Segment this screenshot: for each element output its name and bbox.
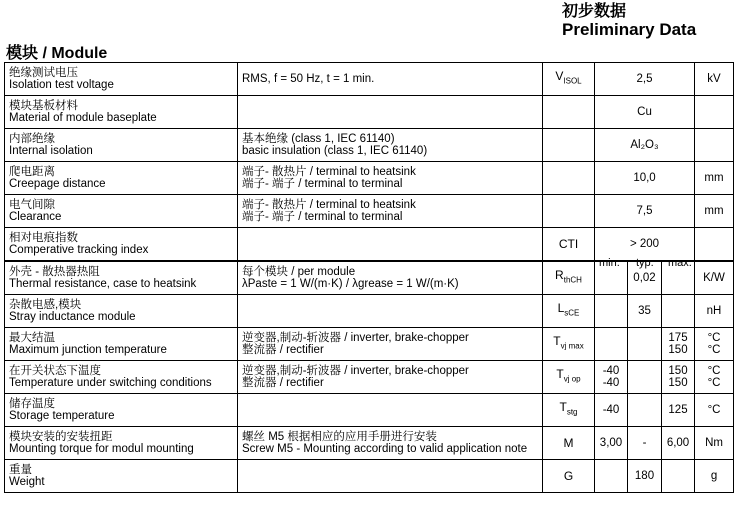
- typ-cell: [628, 261, 662, 295]
- header-cn: 初步数据: [562, 3, 627, 20]
- cell-line: g: [710, 470, 718, 482]
- symbol-cell: G: [543, 460, 595, 493]
- table-row: [5, 460, 734, 493]
- value-cell: > 200: [595, 228, 695, 262]
- param-cell: [5, 96, 238, 129]
- document-header: [562, 4, 696, 39]
- cell-line: 0,02: [633, 272, 656, 284]
- param-en: Creepage distance: [9, 178, 106, 190]
- symbol-cell: M: [543, 427, 595, 460]
- symbol-cell: $R_{thCH}$: [543, 261, 595, 295]
- unit-cell: [695, 361, 734, 394]
- param-cell: [5, 295, 238, 328]
- param-cn: 内部绝缘: [9, 133, 55, 145]
- symbol-cell: [543, 162, 595, 195]
- condition-line: 整流器 / rectifier: [242, 344, 324, 356]
- cell-line: K/W: [703, 272, 725, 284]
- symbol-subscript: ISOL: [563, 76, 582, 86]
- condition-cell: [238, 162, 543, 195]
- table-row: [5, 96, 734, 129]
- condition-cell: [238, 394, 543, 427]
- header-en: Preliminary Data: [562, 19, 697, 39]
- unit-cell: [695, 295, 734, 328]
- table-row: [5, 427, 734, 460]
- cell-line: Nm: [705, 437, 723, 449]
- condition-line: 逆变器,制动-斩波器 / inverter, brake-chopper: [242, 332, 469, 344]
- table-row: [5, 361, 734, 394]
- param-en: Clearance: [9, 211, 62, 223]
- param-cell: [5, 228, 238, 262]
- unit-cell: kV: [695, 63, 734, 96]
- symbol-subscript: vj max: [560, 341, 584, 351]
- symbol-cell: $T_{stg}$: [543, 394, 595, 427]
- condition-line: RMS, f = 50 Hz, t = 1 min.: [242, 73, 375, 85]
- unit-cell: [695, 129, 734, 162]
- param-en: Temperature under switching conditions: [9, 377, 212, 389]
- table-row: [5, 394, 734, 427]
- param-cell: [5, 261, 238, 295]
- cell-line: 125: [668, 404, 688, 416]
- typ-cell: [628, 295, 662, 328]
- unit-cell: [695, 460, 734, 493]
- table-row: [5, 295, 734, 328]
- unit-cell: [695, 96, 734, 129]
- condition-line: 基本绝缘 (class 1, IEC 61140): [242, 133, 395, 145]
- param-cell: [5, 129, 238, 162]
- condition-line: 螺丝 M5 根据相应的应用手册进行安装: [242, 431, 437, 443]
- max-cell: [662, 394, 695, 427]
- max-cell: [662, 295, 695, 328]
- max-cell: [662, 328, 695, 361]
- param-cell: [5, 63, 238, 96]
- symbol-cell: $V_{ISOL}$: [543, 63, 595, 96]
- cell-line: 150: [668, 365, 688, 377]
- param-cn: 模块安装的安装扭距: [9, 431, 113, 443]
- param-cn: 相对电痕指数: [9, 232, 78, 244]
- max-cell: [662, 460, 695, 493]
- param-cell: [5, 427, 238, 460]
- min-cell: [595, 394, 628, 427]
- min-cell: [595, 328, 628, 361]
- symbol-subscript: vj op: [563, 374, 581, 384]
- value-cell: 10,0: [595, 162, 695, 195]
- unit-cell: [695, 228, 734, 262]
- symbol-cell: $L_{sCE}$: [543, 295, 595, 328]
- unit-cell: mm: [695, 162, 734, 195]
- cell-line: nH: [706, 305, 722, 317]
- param-cell: [5, 328, 238, 361]
- condition-line: 端子- 散热片 / terminal to heatsink: [242, 166, 416, 178]
- cell-line: °C: [707, 404, 721, 416]
- condition-cell: [238, 361, 543, 394]
- cell-line: °C: [707, 344, 721, 356]
- param-cn: 模块基板材料: [9, 100, 78, 112]
- table-row: [5, 228, 734, 262]
- unit-cell: mm: [695, 195, 734, 228]
- min-cell: [595, 427, 628, 460]
- cell-line: 175: [668, 332, 688, 344]
- condition-line: basic insulation (class 1, IEC 61140): [242, 145, 428, 157]
- symbol-cell: $T_{vj max}$: [543, 328, 595, 361]
- condition-cell: [238, 328, 543, 361]
- cell-line: 150: [668, 344, 688, 356]
- condition-cell: [238, 261, 543, 295]
- cell-line: 6,00: [666, 437, 690, 449]
- condition-line: 每个模块 / per module: [242, 266, 356, 278]
- symbol-cell: $T_{vj op}$: [543, 361, 595, 394]
- typ-cell: [628, 427, 662, 460]
- section-title: 模块 / Module: [6, 45, 108, 62]
- min-label: min.: [599, 257, 620, 269]
- max-cell: [662, 427, 695, 460]
- param-cell: [5, 394, 238, 427]
- value-cell: Al₂O₃: [595, 129, 695, 162]
- unit-cell: [695, 261, 734, 295]
- table-row: [5, 261, 734, 295]
- typ-cell: [628, 361, 662, 394]
- cell-line: -: [642, 437, 647, 449]
- condition-cell: [238, 228, 543, 262]
- param-en: Stray inductance module: [9, 311, 136, 323]
- param-en: Comperative tracking index: [9, 244, 149, 256]
- param-cn: 重量: [9, 464, 32, 476]
- param-cn: 绝缘测试电压: [9, 67, 78, 79]
- symbol-cell: [543, 129, 595, 162]
- module-spec-table: [4, 62, 734, 493]
- condition-cell: [238, 129, 543, 162]
- min-cell: [595, 261, 628, 295]
- cell-line: °C: [707, 365, 721, 377]
- unit-cell: [695, 427, 734, 460]
- value-cell: Cu: [595, 96, 695, 129]
- unit-cell: [695, 394, 734, 427]
- condition-line: 整流器 / rectifier: [242, 377, 324, 389]
- condition-cell: [238, 195, 543, 228]
- typ-cell: [628, 394, 662, 427]
- value-cell: 7,5: [595, 195, 695, 228]
- unit-cell: [695, 328, 734, 361]
- param-en: Thermal resistance, case to heatsink: [9, 278, 197, 290]
- param-en: Material of module baseplate: [9, 112, 157, 124]
- max-cell: [662, 361, 695, 394]
- value-cell: 2,5: [595, 63, 695, 96]
- min-cell: [595, 460, 628, 493]
- param-en: Mounting torque for modul mounting: [9, 443, 194, 455]
- symbol-subscript: stg: [566, 407, 578, 417]
- param-en: Weight: [9, 476, 45, 488]
- param-cell: [5, 460, 238, 493]
- param-cn: 最大结温: [9, 332, 55, 344]
- min-cell: [595, 361, 628, 394]
- param-en: Maximum junction temperature: [9, 344, 167, 356]
- param-en: Internal isolation: [9, 145, 93, 157]
- table-row: [5, 63, 734, 96]
- param-cn: 爬电距离: [9, 166, 55, 178]
- typ-cell: [628, 460, 662, 493]
- condition-line: λPaste = 1 W/(m·K) / λgrease = 1 W/(m·K): [242, 278, 459, 290]
- cell-line: 35: [638, 305, 651, 317]
- param-cn: 杂散电感,模块: [9, 299, 82, 311]
- table-row: [5, 129, 734, 162]
- symbol-subscript: thCH: [563, 275, 582, 285]
- condition-line: 端子- 端子 / terminal to terminal: [242, 178, 403, 190]
- condition-line: 端子- 散热片 / terminal to heatsink: [242, 199, 416, 211]
- condition-line: Screw M5 - Mounting according to valid application note: [242, 443, 528, 455]
- table-row: [5, 195, 734, 228]
- param-cn: 外壳 - 散热器热阻: [9, 266, 100, 278]
- cell-line: -40: [602, 365, 620, 377]
- cell-line: 150: [668, 377, 688, 389]
- condition-cell: [238, 96, 543, 129]
- param-cell: [5, 162, 238, 195]
- condition-cell: [238, 427, 543, 460]
- param-cell: [5, 361, 238, 394]
- cell-line: -40: [602, 377, 620, 389]
- condition-line: 端子- 端子 / terminal to terminal: [242, 211, 403, 223]
- condition-cell: [238, 460, 543, 493]
- symbol-cell: [543, 96, 595, 129]
- table-row: [5, 162, 734, 195]
- param-cn: 储存温度: [9, 398, 55, 410]
- param-en: Storage temperature: [9, 410, 115, 422]
- condition-cell: [238, 63, 543, 96]
- cell-line: 3,00: [599, 437, 623, 449]
- min-cell: [595, 295, 628, 328]
- param-cn: 电气间隙: [9, 199, 55, 211]
- symbol-subscript: sCE: [564, 308, 580, 318]
- typ-cell: [628, 328, 662, 361]
- cell-line: °C: [707, 377, 721, 389]
- table-row: [5, 328, 734, 361]
- typ-label: typ.: [636, 257, 654, 269]
- max-cell: [662, 261, 695, 295]
- symbol-cell: CTI: [543, 228, 595, 262]
- condition-cell: [238, 295, 543, 328]
- condition-line: 逆变器,制动-斩波器 / inverter, brake-chopper: [242, 365, 469, 377]
- cell-line: 180: [634, 470, 655, 482]
- max-label: max.: [668, 257, 692, 269]
- symbol-cell: [543, 195, 595, 228]
- param-cell: [5, 195, 238, 228]
- cell-line: °C: [707, 332, 721, 344]
- cell-line: -40: [602, 404, 620, 416]
- param-en: Isolation test voltage: [9, 79, 114, 91]
- param-cn: 在开关状态下温度: [9, 365, 101, 377]
